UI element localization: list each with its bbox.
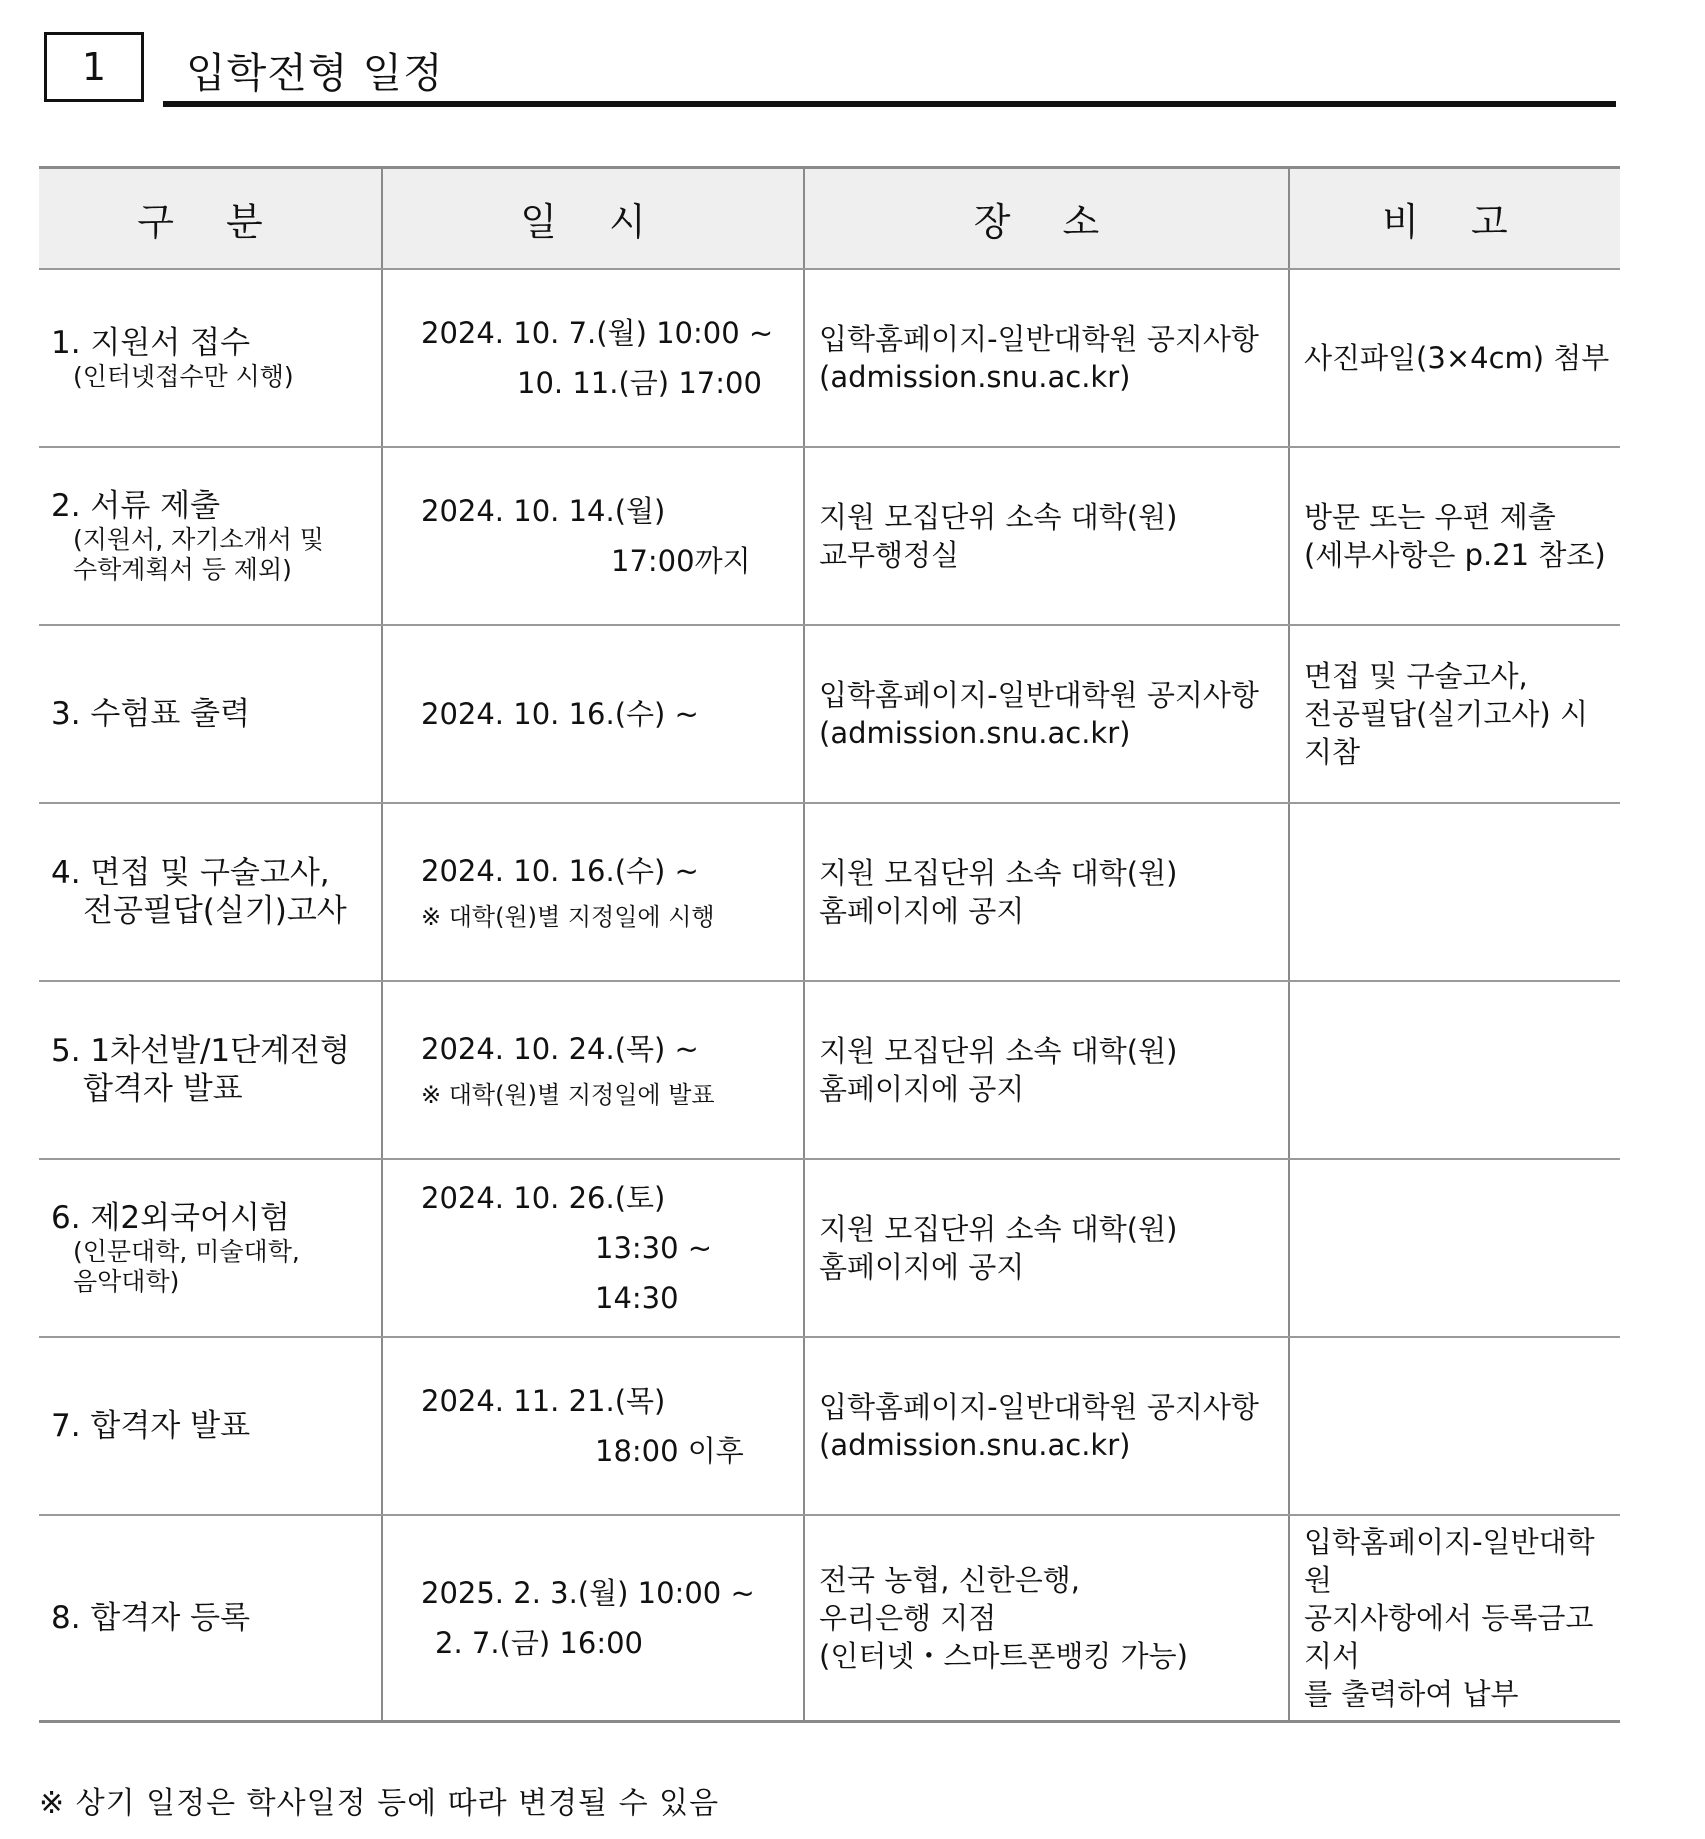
table-header-row	[39, 168, 1620, 269]
remark-line: 사진파일(3×4cm) 첨부	[1304, 340, 1610, 375]
datetime-cell	[382, 981, 804, 1159]
header-datetime: 일 시	[382, 168, 804, 269]
datetime-end: 18:00 이후	[595, 1433, 744, 1468]
place-line: (admission.snu.ac.kr)	[819, 715, 1131, 750]
place-cell	[804, 625, 1289, 803]
datetime-end: 10. 11.(금) 17:00	[517, 365, 762, 400]
place-cell	[804, 269, 1289, 447]
place-cell	[804, 803, 1289, 981]
category-label: 4. 면접 및 구술고사,	[51, 854, 330, 891]
place-line: (admission.snu.ac.kr)	[819, 1427, 1131, 1462]
place-line: 교무행정실	[819, 537, 960, 572]
place-line: 홈페이지에 공지	[819, 893, 1025, 928]
category-label-cont: 전공필답(실기)고사	[83, 892, 347, 929]
datetime-start: 2024. 10. 24.(목) ~	[421, 1031, 699, 1066]
datetime-start: 2024. 10. 16.(수) ~	[421, 853, 699, 888]
datetime-start: 2024. 11. 21.(목)	[421, 1383, 666, 1418]
category-cell	[39, 1159, 382, 1337]
place-cell	[804, 447, 1289, 625]
datetime-cell	[382, 625, 804, 803]
place-line: 입학홈페이지-일반대학원 공지사항	[819, 321, 1259, 356]
category-label-cont: 합격자 발표	[83, 1070, 243, 1107]
section-title: 입학전형 일정	[186, 49, 444, 97]
place-line: 우리은행 지점	[819, 1600, 997, 1635]
category-cell	[39, 447, 382, 625]
category-label: 7. 합격자 발표	[51, 1407, 251, 1444]
section-number: 1	[44, 32, 144, 102]
datetime-start: 2024. 10. 14.(월)	[421, 493, 666, 528]
place-line: 지원 모집단위 소속 대학(원)	[819, 1211, 1178, 1246]
category-label: 1. 지원서 접수	[51, 324, 251, 361]
category-sublabel: (지원서, 자기소개서 및 수학계획서 등 제외)	[73, 524, 324, 584]
remark-line: 전공필답(실기고사) 시 지참	[1304, 696, 1588, 769]
datetime-end: 13:30 ~ 14:30	[595, 1230, 713, 1315]
remark-cell	[1289, 1337, 1620, 1515]
category-cell	[39, 981, 382, 1159]
table-row	[39, 1159, 1620, 1337]
category-label: 6. 제2외국어시험	[51, 1199, 290, 1236]
category-label: 8. 합격자 등록	[51, 1599, 251, 1636]
remark-cell	[1289, 1515, 1620, 1722]
place-line: 지원 모집단위 소속 대학(원)	[819, 499, 1178, 534]
place-cell	[804, 1159, 1289, 1337]
category-label: 3. 수험표 출력	[51, 695, 251, 732]
datetime-cell	[382, 1515, 804, 1722]
datetime-end: 2. 7.(금) 16:00	[435, 1625, 643, 1660]
datetime-cell	[382, 803, 804, 981]
place-line: (인터넷・스마트폰뱅킹 가능)	[819, 1638, 1189, 1673]
title-underline	[163, 101, 1616, 107]
category-sublabel: (인문대학, 미술대학, 음악대학)	[73, 1236, 300, 1296]
place-line: 홈페이지에 공지	[819, 1249, 1025, 1284]
datetime-note: ※ 대학(원)별 지정일에 시행	[421, 902, 715, 931]
remark-line: (세부사항은 p.21 참조)	[1304, 537, 1606, 572]
place-cell	[804, 981, 1289, 1159]
datetime-start: 2024. 10. 16.(수) ~	[421, 696, 699, 731]
category-cell	[39, 625, 382, 803]
remark-line: 를 출력하여 납부	[1304, 1676, 1519, 1711]
remark-cell	[1289, 1159, 1620, 1337]
place-line: 입학홈페이지-일반대학원 공지사항	[819, 677, 1259, 712]
datetime-cell	[382, 1159, 804, 1337]
remark-line: 방문 또는 우편 제출	[1304, 499, 1556, 534]
admission-schedule-table	[39, 166, 1620, 1723]
place-line: 홈페이지에 공지	[819, 1071, 1025, 1106]
category-label: 5. 1차선발/1단계전형	[51, 1032, 350, 1069]
remark-cell	[1289, 269, 1620, 447]
place-line: (admission.snu.ac.kr)	[819, 359, 1131, 394]
place-cell	[804, 1337, 1289, 1515]
table-row	[39, 269, 1620, 447]
datetime-cell	[382, 447, 804, 625]
category-cell	[39, 1337, 382, 1515]
remark-cell	[1289, 447, 1620, 625]
header-place: 장 소	[804, 168, 1289, 269]
datetime-note: ※ 대학(원)별 지정일에 발표	[421, 1080, 715, 1109]
table-row	[39, 1337, 1620, 1515]
place-line: 전국 농협, 신한은행,	[819, 1562, 1080, 1597]
remark-cell	[1289, 803, 1620, 981]
category-cell	[39, 269, 382, 447]
remark-line: 공지사항에서 등록금고지서	[1304, 1600, 1594, 1673]
header-category: 구 분	[39, 168, 382, 269]
category-cell	[39, 803, 382, 981]
table-row	[39, 803, 1620, 981]
datetime-cell	[382, 1337, 804, 1515]
table-row	[39, 625, 1620, 803]
datetime-start: 2024. 10. 7.(월) 10:00 ~	[421, 315, 774, 350]
place-line: 지원 모집단위 소속 대학(원)	[819, 1033, 1178, 1068]
category-label: 2. 서류 제출	[51, 487, 221, 524]
place-cell	[804, 1515, 1289, 1722]
header-remark: 비 고	[1289, 168, 1620, 269]
datetime-end: 17:00까지	[611, 543, 751, 578]
remark-cell	[1289, 981, 1620, 1159]
table-row	[39, 447, 1620, 625]
table-row	[39, 1515, 1620, 1722]
place-line: 지원 모집단위 소속 대학(원)	[819, 855, 1178, 890]
datetime-start: 2024. 10. 26.(토)	[421, 1180, 666, 1215]
datetime-cell	[382, 269, 804, 447]
remark-cell	[1289, 625, 1620, 803]
place-line: 입학홈페이지-일반대학원 공지사항	[819, 1389, 1259, 1424]
footnote: ※ 상기 일정은 학사일정 등에 따라 변경될 수 있음	[39, 1786, 720, 1821]
remark-line: 면접 및 구술고사,	[1304, 658, 1528, 693]
table-row	[39, 981, 1620, 1159]
remark-line: 입학홈페이지-일반대학원	[1304, 1524, 1595, 1597]
category-sublabel: (인터넷접수만 시행)	[73, 361, 294, 391]
datetime-start: 2025. 2. 3.(월) 10:00 ~	[421, 1575, 755, 1610]
category-cell	[39, 1515, 382, 1722]
